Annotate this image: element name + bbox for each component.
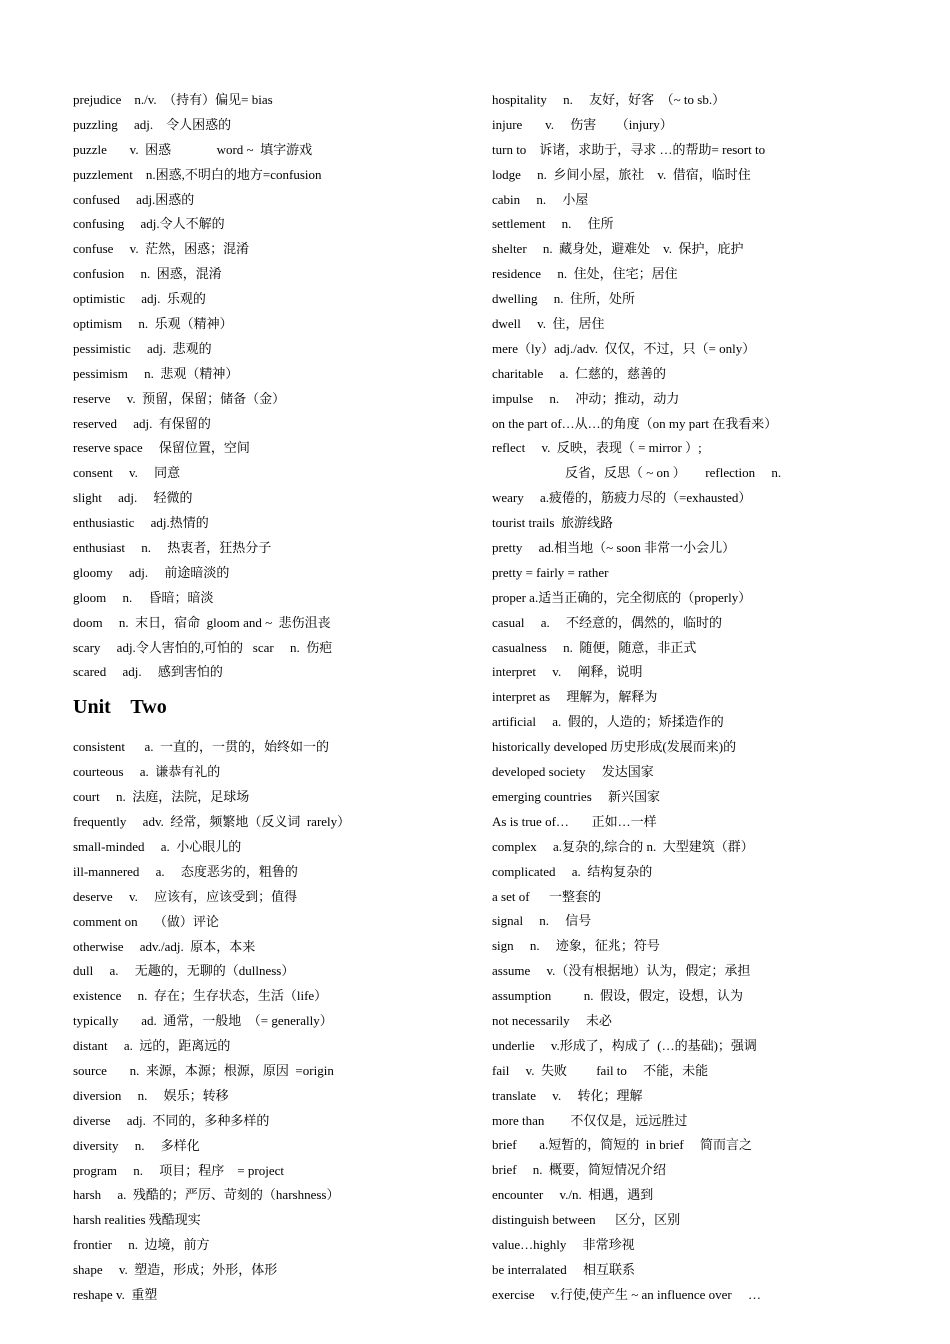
vocab-line: more than 不仅仅是，远远胜过 bbox=[492, 1112, 688, 1128]
vocab-line: program n. 项目；程序 = project bbox=[73, 1162, 284, 1178]
vocab-line: court n. 法庭，法院，足球场 bbox=[73, 789, 250, 805]
vocab-line: shelter n. 藏身处，避难处 v. 保护，庇护 bbox=[492, 241, 744, 257]
vocab-line: optimistic adj. 乐观的 bbox=[73, 291, 206, 307]
vocab-line: assume v.（没有根据地）认为，假定；承担 bbox=[492, 963, 751, 979]
vocab-line: scary adj.令人害怕的,可怕的 scar n. 伤疤 bbox=[73, 639, 333, 655]
vocab-line: puzzle v. 困惑 word ~ 填字游戏 bbox=[73, 141, 313, 157]
vocab-line: interpret v. 阐释，说明 bbox=[492, 664, 643, 680]
vocab-line: slight adj. 轻微的 bbox=[73, 490, 193, 506]
vocab-line: impulse n. 冲动；推动，动力 bbox=[492, 390, 680, 406]
vocab-line: source n. 来源，本源；根源，原因 =origin bbox=[73, 1062, 334, 1078]
vocab-line: historically developed 历史形成(发展而来)的 bbox=[492, 739, 737, 755]
vocab-line: complex a.复杂的,综合的 n. 大型建筑（群） bbox=[492, 838, 754, 854]
vocab-line: courteous a. 谦恭有礼的 bbox=[73, 764, 221, 780]
vocab-line: gloom n. 昏暗；暗淡 bbox=[73, 589, 214, 605]
left-lines-before-heading bbox=[73, 88, 483, 685]
vocab-line: harsh a. 残酷的；严厉、苛刻的（harshness） bbox=[73, 1187, 340, 1203]
vocab-line: confuse v. 茫然，困惑；混淆 bbox=[73, 241, 250, 257]
vocab-line: confused adj.困惑的 bbox=[73, 191, 195, 207]
vocab-line: doom n. 末日，宿命 gloom and ~ 悲伤沮丧 bbox=[73, 614, 331, 630]
vocab-line: not necessarily 未必 bbox=[492, 1012, 612, 1028]
vocab-line: reflect v. 反映，表现（ = mirror ）; bbox=[492, 440, 702, 456]
vocab-line: cabin n. 小屋 bbox=[492, 191, 589, 207]
vocab-line: consent v. 同意 bbox=[73, 465, 181, 481]
vocab-line: ill-mannered a. 态度恶劣的，粗鲁的 bbox=[73, 863, 298, 879]
vocab-line: dull a. 无趣的，无聊的（dullness） bbox=[73, 963, 295, 979]
vocab-line: turn to 诉诸，求助于，寻求 …的帮助= resort to bbox=[492, 141, 766, 157]
vocab-line: confusion n. 困惑，混淆 bbox=[73, 266, 222, 282]
unit-heading: Unit Two bbox=[73, 696, 167, 719]
vocab-line: frequently adv. 经常，频繁地（反义词 rarely） bbox=[73, 814, 351, 830]
vocab-line: pretty ad.相当地（~ soon 非常一小会儿） bbox=[492, 540, 736, 556]
vocab-line: puzzling adj. 令人困惑的 bbox=[73, 116, 232, 132]
vocab-line: confusing adj.令人不解的 bbox=[73, 216, 225, 232]
vocab-line: shape v. 塑造，形成；外形，体形 bbox=[73, 1262, 278, 1278]
vocab-line: be interralated 相互联系 bbox=[492, 1261, 635, 1277]
left-lines-after-heading bbox=[73, 735, 483, 1307]
vocab-line: frontier n. 边境，前方 bbox=[73, 1237, 210, 1253]
left-column bbox=[73, 88, 483, 1308]
vocab-line: signal n. 信号 bbox=[492, 913, 592, 929]
vocab-line: scared adj. 感到害怕的 bbox=[73, 664, 223, 680]
vocab-line: casual a. 不经意的，偶然的，临时的 bbox=[492, 614, 723, 630]
vocab-line: charitable a. 仁慈的，慈善的 bbox=[492, 365, 667, 381]
vocab-line: settlement n. 住所 bbox=[492, 216, 614, 232]
vocab-line: existence n. 存在；生存状态，生活（life） bbox=[73, 988, 328, 1004]
vocab-line: pessimistic adj. 悲观的 bbox=[73, 340, 212, 356]
vocab-line: a set of 一整套的 bbox=[492, 888, 602, 904]
vocab-line: reshape v. 重塑 bbox=[73, 1286, 158, 1302]
vocab-line: reserved adj. 有保留的 bbox=[73, 415, 211, 431]
vocab-line-indented: 反省，反思（ ~ on ） reflection n. bbox=[565, 465, 782, 481]
right-lines-bottom bbox=[492, 486, 932, 1307]
vocab-line: proper a.适当正确的，完全彻底的（properly） bbox=[492, 589, 752, 605]
vocab-line: interpret as 理解为，解释为 bbox=[492, 689, 658, 705]
vocab-line: fail v. 失败 fail to 不能，未能 bbox=[492, 1062, 709, 1078]
vocab-line: consistent a. 一直的，一贯的，始终如一的 bbox=[73, 739, 330, 755]
vocab-line: pessimism n. 悲观（精神） bbox=[73, 365, 239, 381]
vocab-line: comment on （做）评论 bbox=[73, 913, 219, 929]
vocab-line: complicated a. 结构复杂的 bbox=[492, 863, 653, 879]
vocab-line: value…highly 非常珍视 bbox=[492, 1236, 635, 1252]
vocab-line: dwell v. 住，居住 bbox=[492, 316, 605, 332]
vocab-line: typically ad. 通常，一般地 （= generally） bbox=[73, 1013, 333, 1029]
vocab-line: optimism n. 乐观（精神） bbox=[73, 316, 233, 332]
vocab-line: encounter v./n. 相遇，遇到 bbox=[492, 1187, 654, 1203]
vocab-line: injure v. 伤害 （injury） bbox=[492, 116, 673, 132]
vocab-line: assumption n. 假设，假定，设想，认为 bbox=[492, 988, 743, 1004]
vocab-line: puzzlement n.困惑,不明白的地方=confusion bbox=[73, 166, 322, 182]
vocab-line: diversity n. 多样化 bbox=[73, 1137, 200, 1153]
vocab-line: prejudice n./v. （持有）偏见= bias bbox=[73, 92, 273, 107]
vocab-line: deserve v. 应该有，应该受到；值得 bbox=[73, 888, 298, 904]
vocab-line: brief a.短暂的，简短的 in brief 简而言之 bbox=[492, 1137, 752, 1153]
vocab-line: lodge n. 乡间小屋，旅社 v. 借宿，临时住 bbox=[492, 166, 751, 182]
vocab-line: exercise v.行使,使产生 ~ an influence over … bbox=[492, 1286, 762, 1302]
vocab-line: gloomy adj. 前途暗淡的 bbox=[73, 564, 230, 580]
vocab-line: reserve v. 预留，保留；储备（金） bbox=[73, 390, 286, 406]
vocab-line: weary a.疲倦的，筋疲力尽的（=exhausted） bbox=[492, 490, 752, 506]
vocab-line: enthusiast n. 热衷者，狂热分子 bbox=[73, 540, 272, 556]
vocab-line: As is true of… 正如…一样 bbox=[492, 813, 657, 829]
vocab-line: reserve space 保留位置，空间 bbox=[73, 440, 250, 456]
vocab-line: mere（ly）adj./adv. 仅仅，不过，只（= only） bbox=[492, 340, 756, 356]
vocab-line: residence n. 住处，住宅；居住 bbox=[492, 266, 678, 282]
vocab-line: harsh realities 残酷现实 bbox=[73, 1212, 201, 1228]
vocab-line: translate v. 转化；理解 bbox=[492, 1087, 643, 1103]
vocab-line: distant a. 远的，距离远的 bbox=[73, 1038, 231, 1054]
vocab-line: on the part of…从…的角度（on my part 在我看来） bbox=[492, 415, 778, 431]
vocab-line: emerging countries 新兴国家 bbox=[492, 788, 661, 804]
vocab-line: artificial a. 假的，人造的；矫揉造作的 bbox=[492, 714, 724, 730]
vocab-line: sign n. 迹象，征兆；符号 bbox=[492, 938, 660, 954]
vocab-line: distinguish between 区分，区别 bbox=[492, 1212, 681, 1228]
vocab-line: small-minded a. 小心眼儿的 bbox=[73, 838, 242, 854]
vocab-line: diversion n. 娱乐；转移 bbox=[73, 1087, 229, 1103]
vocab-line: brief n. 概要，简短情况介绍 bbox=[492, 1162, 667, 1178]
vocab-line: tourist trails 旅游线路 bbox=[492, 515, 613, 531]
vocab-line: developed society 发达国家 bbox=[492, 764, 654, 780]
vocab-line: dwelling n. 住所，处所 bbox=[492, 291, 635, 307]
right-column bbox=[492, 88, 932, 1308]
right-lines-top bbox=[492, 88, 932, 461]
vocab-line: hospitality n. 友好，好客 （~ to sb.） bbox=[492, 92, 726, 107]
vocab-line: casualness n. 随便，随意，非正式 bbox=[492, 639, 697, 655]
vocab-line: otherwise adv./adj. 原本，本来 bbox=[73, 938, 256, 954]
vocab-line: pretty = fairly = rather bbox=[492, 564, 609, 580]
vocab-line: diverse adj. 不同的，多种多样的 bbox=[73, 1112, 270, 1128]
vocab-line: enthusiastic adj.热情的 bbox=[73, 515, 209, 531]
vocab-line: underlie v.形成了，构成了 (…的基础)；强调 bbox=[492, 1037, 757, 1053]
